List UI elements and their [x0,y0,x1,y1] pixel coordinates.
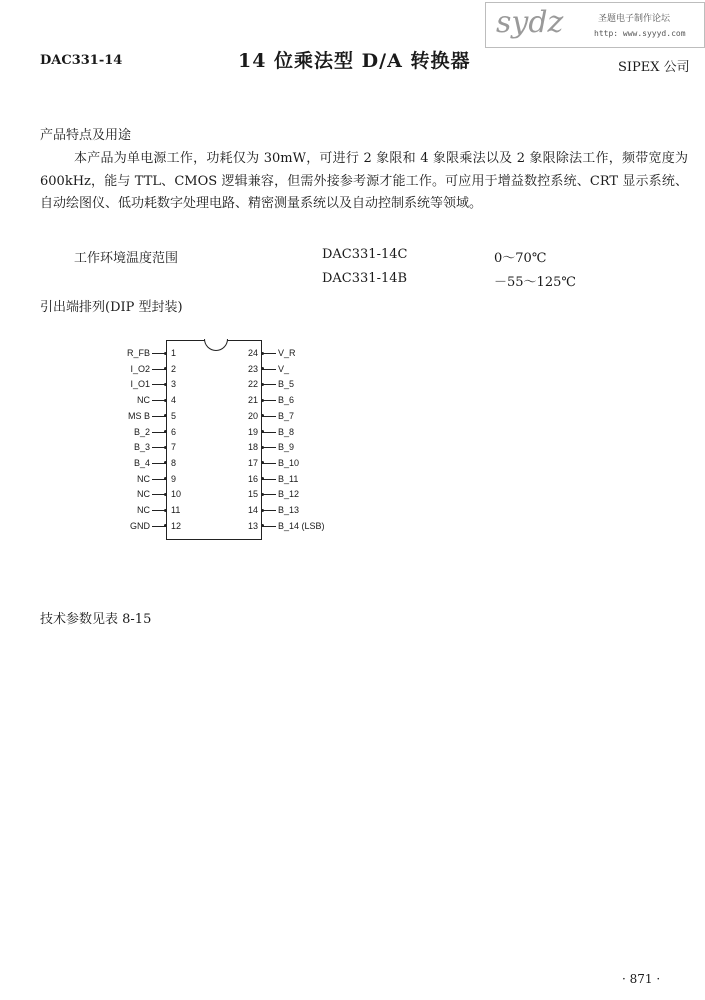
pin-lead-right [262,384,276,385]
temperature-range-b: －55～125℃ [494,275,576,290]
pin-lead-dot [164,446,167,449]
pin-label-right: B_8 [278,426,295,437]
pin-number-left: 6 [171,426,177,437]
temperature-model-b: DAC331-14B [322,271,408,286]
temperature-label: 工作环境温度范围 [74,251,179,266]
pin-lead-dot [261,461,264,464]
pin-label-right: B_10 [278,457,300,468]
pin-lead-right [262,526,276,527]
pin-lead-right [262,494,276,495]
pin-label-right: B_12 [278,489,300,500]
pin-label-right: B_6 [278,395,295,406]
header-company: SIPEX 公司 [618,60,690,75]
pin-lead-dot [164,383,167,386]
pin-lead-dot [261,477,264,480]
pin-lead-dot [261,446,264,449]
pin-lead-dot [164,493,167,496]
spec-reference: 技术参数见表 8-15 [40,612,152,627]
pin-label-left: B_4 [133,457,150,468]
pin-label-right: B_13 [278,505,300,515]
pin-lead-right [262,432,276,433]
pin-number-right: 21 [247,395,258,406]
pin-number-right: 19 [247,426,258,437]
pin-lead-dot [261,383,264,386]
pin-number-left: 10 [171,489,182,500]
pin-label-right: B_9 [278,442,295,453]
pin-number-left: 4 [171,395,177,406]
header-part-number: DAC331-14 [40,53,123,68]
pin-number-right: 13 [247,520,258,531]
pin-lead-dot [261,493,264,496]
pin-number-left: 2 [171,363,177,374]
pin-number-right: 16 [247,473,258,484]
pin-number-left: 9 [171,473,177,484]
pin-label-left: B_3 [133,442,150,453]
pin-number-right: 24 [247,348,258,358]
page-title: 14 位乘法型 D/A 转换器 [238,50,471,72]
pin-label-right: B_11 [278,473,299,484]
pin-number-right: 22 [247,379,258,390]
pin-lead-dot [261,430,264,433]
pinout-heading: 引出端排列(DIP 型封装) [40,300,183,315]
pin-label-left: NC [137,395,150,406]
pin-lead-dot [164,352,167,355]
pin-label-left: NC [137,505,150,515]
pin-number-right: 18 [247,442,258,453]
pin-lead-dot [261,509,264,512]
pin-lead-right [262,400,276,401]
pin-lead-right [262,369,276,370]
temperature-model-c: DAC331-14C [322,247,408,262]
pin-label-left: MS B [127,410,150,421]
pin-number-right: 23 [247,363,258,374]
features-heading: 产品特点及用途 [40,128,132,143]
watermark-logo: sydz [496,5,564,40]
pin-number-right: 15 [247,489,258,500]
pin-label-left: R_FB [126,348,150,358]
temperature-range-c: 0～70℃ [494,251,547,266]
pin-number-left: 7 [171,442,177,453]
pin-label-right: B_7 [278,410,295,421]
pin-label-left: NC [137,473,150,484]
pin-lead-right [262,447,276,448]
pin-lead-dot [164,509,167,512]
watermark-name: 圣题电子制作论坛 [598,14,671,24]
pin-lead-right [262,416,276,417]
pin-lead-dot [261,414,264,417]
pin-number-left: 1 [171,348,177,358]
watermark-url: http: www.syyyd.com [594,29,686,38]
pin-number-left: 11 [171,505,181,515]
watermark [485,2,705,48]
pin-lead-right [262,479,276,480]
pin-lead-dot [261,399,264,402]
pin-label-left: GND [130,520,150,531]
features-paragraph: 本产品为单电源工作，功耗仅为 30mW，可进行 2 象限和 4 象限乘法以及 2 象限除法工作，频带宽度为 600kHz，能与 TTL、CMOS 逻辑兼容，但需外接参考源才能工作。可应用于增益数控系统、CRT 显示系统、自动绘图仪、低功耗数字处理电路、精密测量系统以及自动控制系统等领域。 [40,151,688,211]
pin-number-left: 3 [171,379,177,390]
pin-label-left: NC [137,489,150,500]
pin-number-left: 12 [171,520,182,531]
pin-lead-right [262,510,276,511]
pin-number-right: 17 [247,457,258,468]
pin-number-right: 20 [247,410,258,421]
pin-number-right: 14 [247,505,258,515]
pin-lead-dot [164,399,167,402]
pin-lead-right [262,353,276,354]
pin-label-right: V_ [278,363,290,374]
pin-label-left: B_2 [133,426,150,437]
pin-label-left: I_O1 [130,379,150,390]
pin-label-right: V_R [278,348,296,358]
pin-label-left: I_O2 [130,363,150,374]
page-number: · 871 · [622,972,661,986]
pin-lead-dot [261,367,264,370]
pin-label-right: B_14 (LSB) [278,520,325,531]
pin-lead-right [262,463,276,464]
pin-lead-dot [261,352,264,355]
pin-label-right: B_5 [278,379,295,390]
pin-lead-dot [261,524,264,527]
chip-notch [204,339,228,351]
pin-lead-dot [164,430,167,433]
pin-number-left: 5 [171,410,177,421]
pin-number-left: 8 [171,457,177,468]
